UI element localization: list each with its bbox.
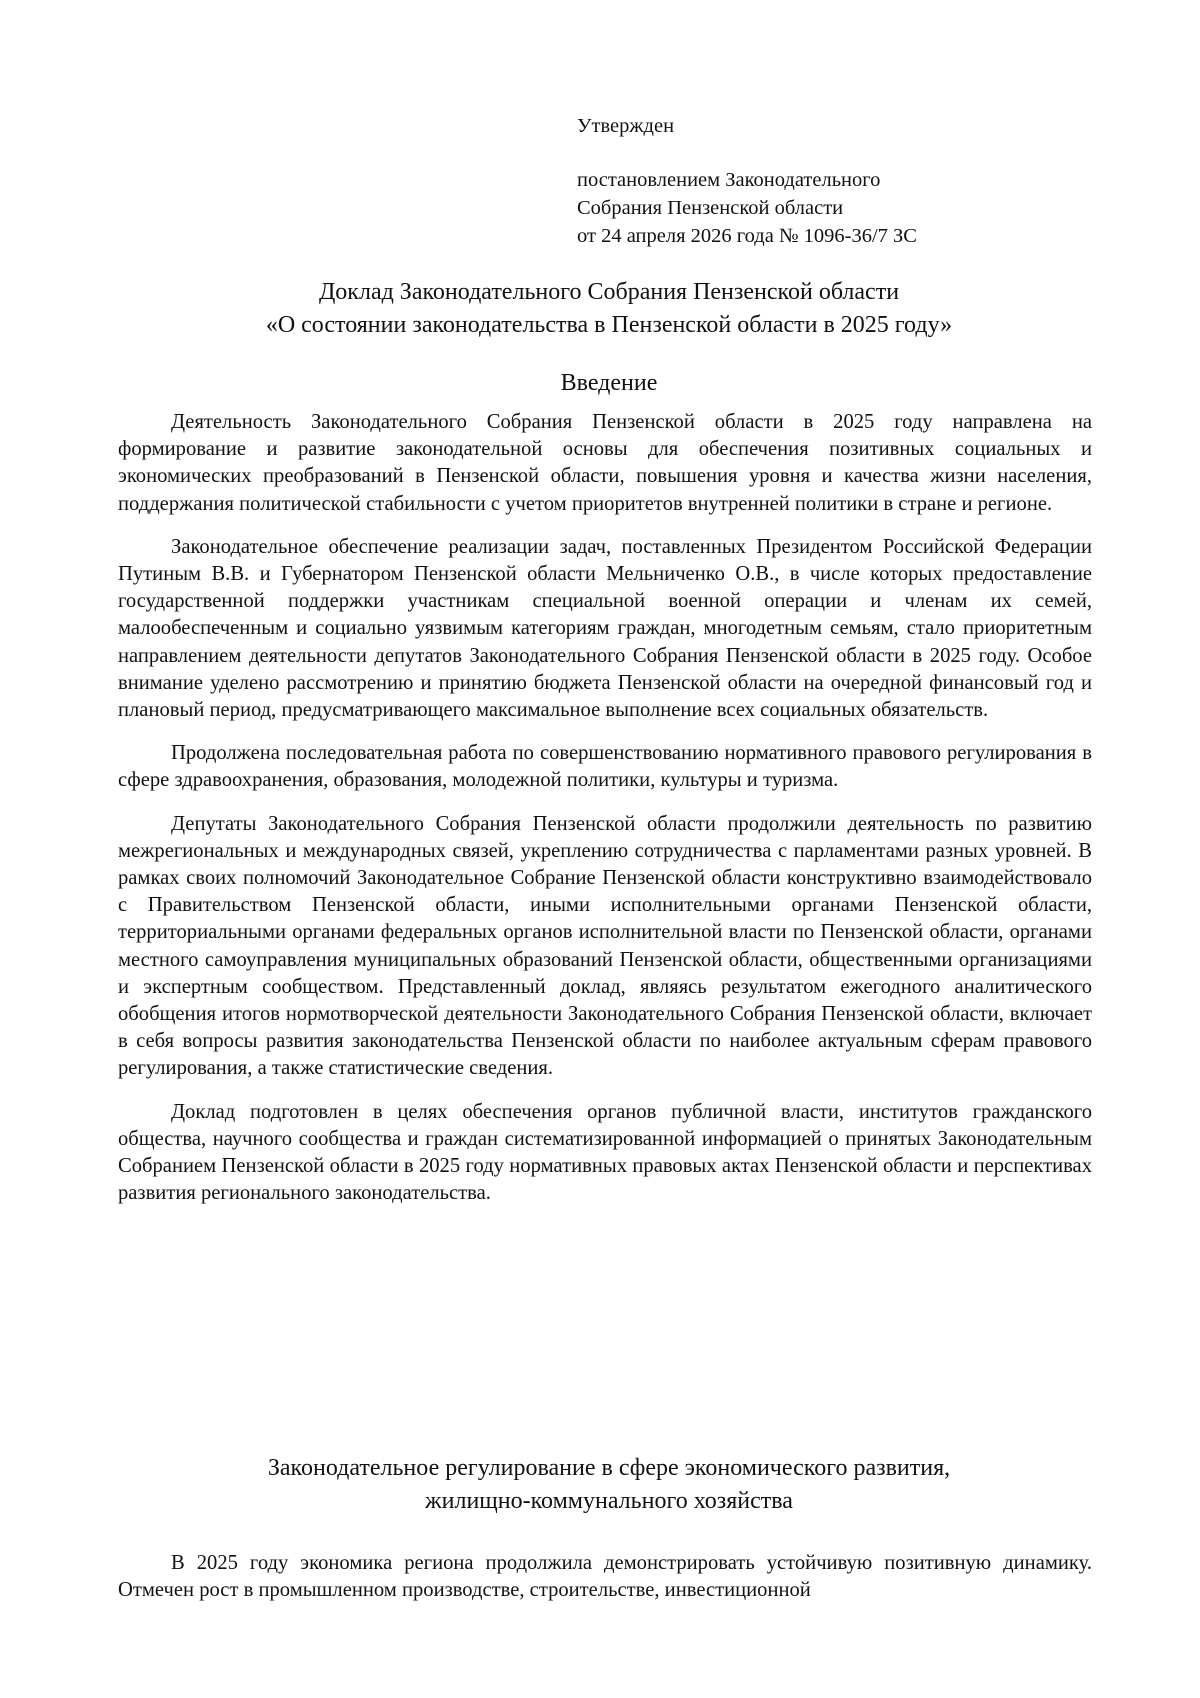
introduction-heading xyxy=(118,367,1100,400)
paragraph: Доклад подготовлен в целях обеспечения органов публичной власти, институтов гражданского общества, научного сообщества и граждан систематизированной информацией о принятых Законодательным Собранием Пензенской области в 2025 году нормативных правовых актах Пензенской области и перспективах развития регионального законодательства. xyxy=(118,1100,1092,1205)
section-heading-line: жилищно-коммунального хозяйства xyxy=(425,1488,793,1514)
decree-line: Собрания Пензенской области xyxy=(577,197,844,219)
section-heading-line: Законодательное регулирование в сфере экономического развития, xyxy=(267,1455,951,1481)
decree-line: постановлением Законодательного xyxy=(577,169,881,191)
paragraph: Деятельность Законодательного Собрания Пензенской области в 2025 году направлена на формирование и развитие законодательной основы для обеспечения позитивных социальных и экономических преобразований в Пензенской области, повышения уровня и качества жизни населения, поддержания политической стабильности с учетом приоритетов внутренней политики в стране и регионе. xyxy=(118,411,1092,515)
section-heading-text: Введение xyxy=(560,370,658,396)
paragraph: Продолжена последовательная работа по совершенствованию нормативного правового регулирования в сфере здравоохранения, образования, молодежной политики, культуры и туризма. xyxy=(118,742,1092,792)
approved-label: Утвержден xyxy=(577,115,675,137)
introduction-body xyxy=(118,409,1092,1223)
document-title-line: «О состоянии законодательства в Пензенской области в 2025 году» xyxy=(265,312,953,338)
approval-stamp xyxy=(577,112,1097,250)
decree-line: от 24 апреля 2026 года № 1096-36/7 ЗС xyxy=(577,225,917,247)
economic-section-body xyxy=(118,1550,1092,1604)
document-title-line: Доклад Законодательного Собрания Пензенской области xyxy=(318,279,900,305)
paragraph: Законодательное обеспечение реализации задач, поставленных Президентом Российской Федерации Путиным В.В. и Губернатором Пензенской области Мельниченко О.В., в числе которых предоставление государственной поддержки участникам специальной военной операции и членам их семей, малообеспеченным и социально уязвимым категориям граждан, многодетным семьям, стало приоритетным направлением деятельности депутатов Законодательного Собрания Пензенской области в 2025 году. Особое внимание уделено рассмотрению и принятию бюджета Пензенской области на очередной финансовый год и плановый период, предусматривающего максимальное выполнение всех социальных обязательств. xyxy=(118,535,1092,722)
document-title xyxy=(118,276,1100,342)
paragraph: В 2025 году экономика региона продолжила демонстрировать устойчивую позитивную динамику. Отмечен рост в промышленном производстве, строительстве, инвестиционной xyxy=(118,1552,1092,1602)
economic-section-heading xyxy=(118,1452,1100,1518)
paragraph: Депутаты Законодательного Собрания Пензенской области продолжили деятельность по развитию межрегиональных и международных связей, укреплению сотрудничества с парламентами разных уровней. В рамках своих полномочий Законодательное Собрание Пензенской области конструктивно взаимодействовало с Правительством Пензенской области, иными исполнительными органами Пензенской области, территориальными органами федеральных органов исполнительной власти по Пензенской области, органами местного самоуправления муниципальных образований Пензенской области, общественными организациями и экспертным сообществом. Представленный доклад, являясь результатом ежегодного аналитического обобщения итогов нормотворческой деятельности Законодательного Собрания Пензенской области, включает в себя вопросы развития законодательства Пензенской области по наиболее актуальным сферам правового регулирования, а также статистические сведения. xyxy=(118,812,1092,1080)
